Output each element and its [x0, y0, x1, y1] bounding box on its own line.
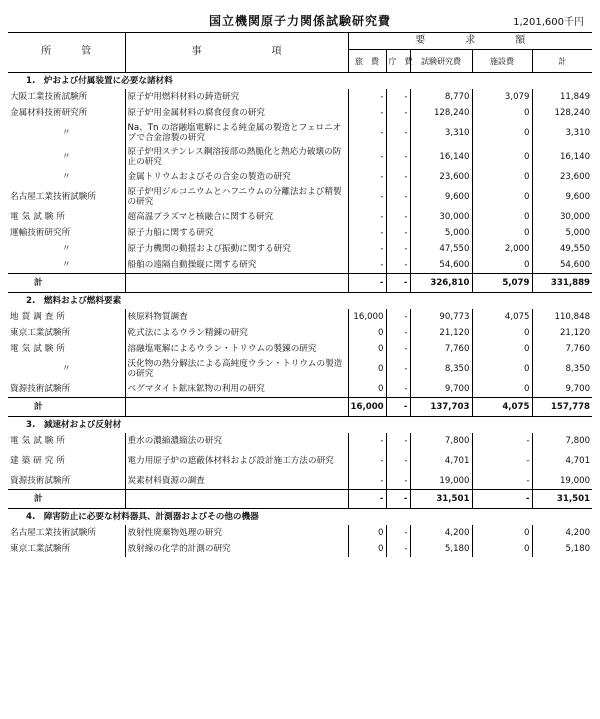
subtotal-spacer	[125, 274, 348, 293]
travel-cell: -	[348, 105, 386, 121]
sum-cell: 3,310	[565, 127, 591, 138]
subtotal-facility: 4,075	[472, 398, 532, 417]
sum-cell: 16,140	[559, 151, 591, 162]
sum-cell: 9,600	[565, 191, 591, 202]
travel-cell: 0	[348, 341, 386, 357]
header-request: 要 求 額	[348, 33, 592, 50]
research-cell: 47,550	[410, 241, 472, 257]
research-cell: 30,000	[410, 209, 472, 225]
sum-cell: 19,000	[559, 475, 591, 486]
travel-cell: 0	[348, 525, 386, 541]
header-agency: 所 管	[8, 33, 125, 73]
item-cell: ペグマタイト鉱床鉱物の利用の研究	[125, 381, 348, 398]
subtotal-travel: -	[348, 274, 386, 293]
sum-cell: 5,000	[565, 227, 591, 238]
office-cell: -	[386, 241, 410, 257]
facility-cell: 0	[472, 541, 532, 557]
sum-cell: 9,700	[565, 383, 591, 394]
table-row	[8, 433, 592, 449]
research-cell: 90,773	[410, 309, 472, 325]
subtotal-research: 326,810	[410, 274, 472, 293]
travel-cell: -	[348, 257, 386, 274]
facility-cell: 0	[472, 209, 532, 225]
agency-cell: 〃	[8, 257, 125, 274]
section-header	[8, 73, 592, 90]
travel-cell: -	[348, 473, 386, 490]
sum-cell: 21,120	[559, 327, 591, 338]
research-cell: 21,120	[410, 325, 472, 341]
travel-cell: -	[348, 185, 386, 209]
office-cell: -	[386, 541, 410, 557]
office-cell: -	[386, 381, 410, 398]
subtotal-sum: 331,889	[532, 274, 592, 293]
item-cell: 核原料物質調査	[125, 309, 348, 325]
sum-cell: 8,350	[565, 363, 591, 374]
agency-cell: 地質調査所	[8, 309, 125, 325]
subtotal-facility: -	[472, 490, 532, 509]
item-cell: 原子炉用燃料材料の鋳造研究	[125, 89, 348, 105]
sum-cell: 110,848	[554, 311, 591, 322]
research-cell: 9,600	[410, 185, 472, 209]
office-cell: -	[386, 357, 410, 381]
office-cell: -	[386, 309, 410, 325]
subtotal-row	[8, 490, 592, 509]
office-cell: -	[386, 525, 410, 541]
subtotal-office: -	[386, 398, 410, 417]
header-office: 庁 費	[386, 50, 410, 73]
table-body	[8, 73, 592, 558]
item-cell: 原子炉用ジルコニウムとハフニウムの分離法および精製の研究	[125, 185, 348, 209]
facility-cell: 0	[472, 169, 532, 185]
subtotal-office: -	[386, 490, 410, 509]
travel-cell: -	[348, 209, 386, 225]
research-cell: 128,240	[410, 105, 472, 121]
table-row	[8, 241, 592, 257]
research-cell: 19,000	[410, 473, 472, 490]
facility-cell: 2,000	[472, 241, 532, 257]
table-row	[8, 89, 592, 105]
sum-cell: 54,600	[559, 259, 591, 270]
table-row	[8, 473, 592, 490]
item-cell: Na、Tn の溶融塩電解による純金属の製造とフェロニオブで合金溶製の研究	[125, 121, 348, 145]
agency-cell: 資源技術試験所	[8, 473, 125, 490]
section-title: 2. 燃料および燃料要素	[8, 293, 592, 310]
agency-cell: 東京工業試験所	[8, 541, 125, 557]
travel-cell: 0	[348, 381, 386, 398]
travel-cell: 0	[348, 325, 386, 341]
sum-cell: 4,701	[565, 455, 591, 466]
subtotal-label: 計	[8, 490, 125, 509]
page-title: 国立機関原子力関係試験研究費	[208, 14, 391, 28]
table-row	[8, 105, 592, 121]
item-cell: 沃化物の熱分解法による高純度ウラン・トリウムの製造の研究	[125, 357, 348, 381]
office-cell: -	[386, 209, 410, 225]
table-row	[8, 121, 592, 145]
facility-cell: 0	[472, 381, 532, 398]
table-row	[8, 145, 592, 169]
sum-cell: 128,240	[554, 107, 591, 118]
office-cell: -	[386, 449, 410, 473]
item-cell: 放射性廃棄物処理の研究	[125, 525, 348, 541]
subtotal-research: 137,703	[410, 398, 472, 417]
facility-cell: 0	[472, 257, 532, 274]
subtotal-label: 計	[8, 274, 125, 293]
office-cell: -	[386, 89, 410, 105]
section-header	[8, 293, 592, 310]
agency-cell: 東京工業試験所	[8, 325, 125, 341]
header-travel: 旅 費	[348, 50, 386, 73]
facility-cell: 0	[472, 225, 532, 241]
header-item: 事 項	[125, 33, 348, 73]
subtotal-facility: 5,079	[472, 274, 532, 293]
research-cell: 8,770	[410, 89, 472, 105]
sum-cell: 7,800	[565, 435, 591, 446]
sum-cell: 5,180	[565, 543, 591, 554]
sum-cell: 7,760	[565, 343, 591, 354]
table-row	[8, 357, 592, 381]
office-cell: -	[386, 225, 410, 241]
research-cell: 9,700	[410, 381, 472, 398]
section-title: 4. 障害防止に必要な材料器具、計測器およびその他の機器	[8, 509, 592, 526]
subtotal-sum: 31,501	[532, 490, 592, 509]
section-title: 1. 炉および付属装置に必要な諸材料	[8, 73, 592, 90]
research-cell: 4,200	[410, 525, 472, 541]
subtotal-spacer	[125, 398, 348, 417]
agency-cell: 金属材料技術研究所	[8, 105, 125, 121]
facility-cell: -	[472, 473, 532, 490]
research-cell: 16,140	[410, 145, 472, 169]
item-cell: 炭素材料資源の調査	[125, 473, 348, 490]
agency-cell: 資源技術試験所	[8, 381, 125, 398]
item-cell: 原子力船に関する研究	[125, 225, 348, 241]
travel-cell: -	[348, 89, 386, 105]
subtotal-travel: 16,000	[348, 398, 386, 417]
research-cell: 7,800	[410, 433, 472, 449]
item-cell: 船舶の遠隔自動操縦に関する研究	[125, 257, 348, 274]
facility-cell: 0	[472, 105, 532, 121]
header-facility: 施設費	[472, 50, 532, 73]
table-row	[8, 225, 592, 241]
office-cell: -	[386, 185, 410, 209]
agency-cell: 名古屋工業技術試験所	[8, 525, 125, 541]
facility-cell: 0	[472, 341, 532, 357]
agency-cell: 建築研究所	[8, 449, 125, 473]
table-row	[8, 325, 592, 341]
subtotal-research: 31,501	[410, 490, 472, 509]
table-row	[8, 169, 592, 185]
table-row	[8, 341, 592, 357]
subtotal-spacer	[125, 490, 348, 509]
agency-cell: 電気試験所	[8, 341, 125, 357]
facility-cell: 0	[472, 525, 532, 541]
travel-cell: -	[348, 169, 386, 185]
item-cell: 原子力機関の動揺および振動に関する研究	[125, 241, 348, 257]
agency-cell: 〃	[8, 145, 125, 169]
travel-cell: -	[348, 449, 386, 473]
subtotal-sum: 157,778	[532, 398, 592, 417]
sum-cell: 11,849	[559, 91, 591, 102]
travel-cell: -	[348, 241, 386, 257]
agency-cell: 名古屋工業技術試験所	[8, 185, 125, 209]
office-cell: -	[386, 257, 410, 274]
sum-cell: 4,200	[565, 527, 591, 538]
office-cell: -	[386, 105, 410, 121]
travel-cell: -	[348, 121, 386, 145]
agency-cell: 〃	[8, 241, 125, 257]
item-cell: 原子炉用ステンレス鋼溶接部の熱脆化と熱応力破壊の防止の研究	[125, 145, 348, 169]
subtotal-row	[8, 274, 592, 293]
subtotal-travel: -	[348, 490, 386, 509]
facility-cell: 0	[472, 325, 532, 341]
item-cell: 金属トリウムおよびその合金の製造の研究	[125, 169, 348, 185]
sum-cell: 49,550	[559, 243, 591, 254]
agency-cell: 〃	[8, 169, 125, 185]
item-cell: 超高温プラズマと核融合に関する研究	[125, 209, 348, 225]
research-cell: 4,701	[410, 449, 472, 473]
sum-cell: 30,000	[559, 211, 591, 222]
travel-cell: -	[348, 433, 386, 449]
agency-cell: 電気試験所	[8, 433, 125, 449]
table-row	[8, 541, 592, 557]
facility-cell: 0	[472, 121, 532, 145]
research-cell: 54,600	[410, 257, 472, 274]
subtotal-label: 計	[8, 398, 125, 417]
office-cell: -	[386, 325, 410, 341]
office-cell: -	[386, 473, 410, 490]
facility-cell: -	[472, 433, 532, 449]
agency-cell: 〃	[8, 357, 125, 381]
research-cell: 7,760	[410, 341, 472, 357]
facility-cell: 0	[472, 185, 532, 209]
travel-cell: -	[348, 225, 386, 241]
office-cell: -	[386, 121, 410, 145]
research-cell: 5,180	[410, 541, 472, 557]
research-cell: 5,000	[410, 225, 472, 241]
item-cell: 重水の濃縮濃縮法の研究	[125, 433, 348, 449]
travel-cell: -	[348, 145, 386, 169]
table-row	[8, 209, 592, 225]
office-cell: -	[386, 341, 410, 357]
agency-cell: 運輸技術研究所	[8, 225, 125, 241]
agency-cell: 大阪工業技術試験所	[8, 89, 125, 105]
office-cell: -	[386, 433, 410, 449]
research-cell: 23,600	[410, 169, 472, 185]
subtotal-office: -	[386, 274, 410, 293]
item-cell: 溶融塩電解によるウラン・トリウムの製錬の研究	[125, 341, 348, 357]
item-cell: 電力用原子炉の遮蔽体材料および設計施工方法の研究	[125, 449, 348, 473]
table-row	[8, 309, 592, 325]
item-cell: 乾式法によるウラン精錬の研究	[125, 325, 348, 341]
section-header	[8, 417, 592, 434]
table-row	[8, 525, 592, 541]
facility-cell: 0	[472, 145, 532, 169]
budget-table	[8, 32, 592, 557]
item-cell: 原子炉用金属材料の腐食侵食の研究	[125, 105, 348, 121]
facility-cell: 3,079	[472, 89, 532, 105]
agency-cell: 電気試験所	[8, 209, 125, 225]
grand-total: 1,201,600千円	[513, 17, 584, 28]
facility-cell: 0	[472, 357, 532, 381]
table-row	[8, 449, 592, 473]
travel-cell: 0	[348, 541, 386, 557]
table-row	[8, 381, 592, 398]
item-cell: 放射線の化学的計測の研究	[125, 541, 348, 557]
subtotal-row	[8, 398, 592, 417]
office-cell: -	[386, 145, 410, 169]
header-sum: 計	[558, 56, 567, 66]
facility-cell: 4,075	[472, 309, 532, 325]
section-title: 3. 減速材および反射材	[8, 417, 592, 434]
section-header	[8, 509, 592, 526]
header-research: 試験研究費	[410, 50, 472, 73]
agency-cell: 〃	[8, 121, 125, 145]
table-row	[8, 257, 592, 274]
facility-cell: -	[472, 449, 532, 473]
office-cell: -	[386, 169, 410, 185]
research-cell: 3,310	[410, 121, 472, 145]
sum-cell: 23,600	[559, 171, 591, 182]
travel-cell: 16,000	[348, 309, 386, 325]
travel-cell: 0	[348, 357, 386, 381]
research-cell: 8,350	[410, 357, 472, 381]
table-row	[8, 185, 592, 209]
